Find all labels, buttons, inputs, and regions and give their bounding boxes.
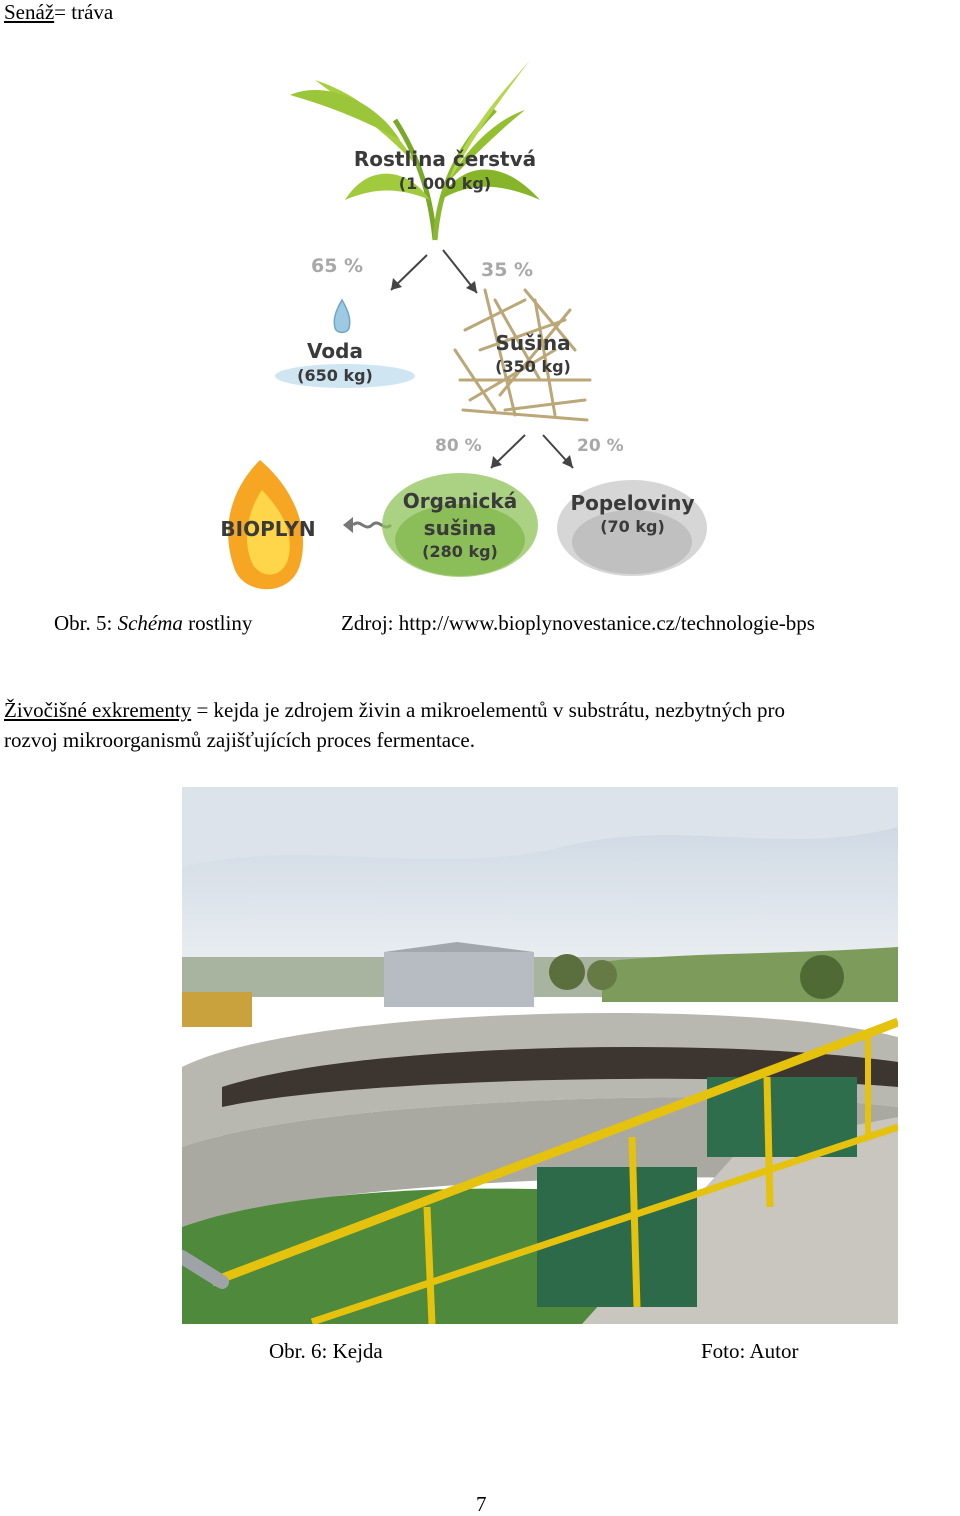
water-title: Voda — [307, 339, 363, 363]
paragraph-line1-rest: = kejda je zdrojem živin a mikroelementů v substrátu, nezbytných pro — [191, 698, 786, 722]
dry-amount: (350 kg) — [495, 357, 571, 376]
paragraph-line-1 — [4, 698, 785, 722]
biogas-title: BIOPLYN — [220, 517, 316, 541]
organic-title-1: Organická — [402, 489, 518, 513]
slurry-tank-photo — [182, 787, 898, 1324]
ash-title: Popeloviny — [570, 491, 695, 515]
plant-title: Rostlina čerstvá — [353, 147, 537, 171]
paragraph-term: Živočišné exkrementy — [4, 698, 192, 722]
header-term: Senáž — [4, 0, 55, 24]
ash-amount: (70 kg) — [600, 517, 665, 536]
water-amount: (650 kg) — [297, 366, 373, 385]
header-rest: = tráva — [54, 0, 114, 24]
plant-amount: (1 000 kg) — [398, 174, 492, 193]
figure5-caption-prefix: Obr. 5: — [54, 611, 118, 635]
header-line — [4, 0, 113, 24]
figure6-source: Foto: Autor — [701, 1339, 799, 1363]
pct-dry: 35 % — [481, 259, 534, 281]
figure5-source: Zdroj: http://www.bioplynovestanice.cz/technologie-bps — [341, 611, 815, 635]
straw-pile-icon — [455, 290, 590, 420]
pct-water: 65 % — [311, 255, 364, 277]
dry-title: Sušina — [495, 331, 571, 355]
figure6-caption: Obr. 6: Kejda — [269, 1339, 383, 1363]
figure5-caption-italic: Schéma — [117, 611, 183, 635]
figure5-caption-suffix: rostliny — [182, 611, 253, 635]
figure5-caption — [54, 611, 252, 635]
pct-organic: 80 % — [435, 436, 482, 456]
page-number: 7 — [476, 1492, 487, 1516]
photo-graphics — [182, 787, 898, 1324]
pct-ash: 20 % — [577, 436, 624, 456]
paragraph-line-2: rozvoj mikroorganismů zajišťujících proces fermentace. — [4, 728, 476, 752]
organic-title-2: sušina — [423, 516, 497, 540]
organic-amount: (280 kg) — [422, 542, 498, 561]
plant-composition-diagram — [195, 50, 725, 600]
